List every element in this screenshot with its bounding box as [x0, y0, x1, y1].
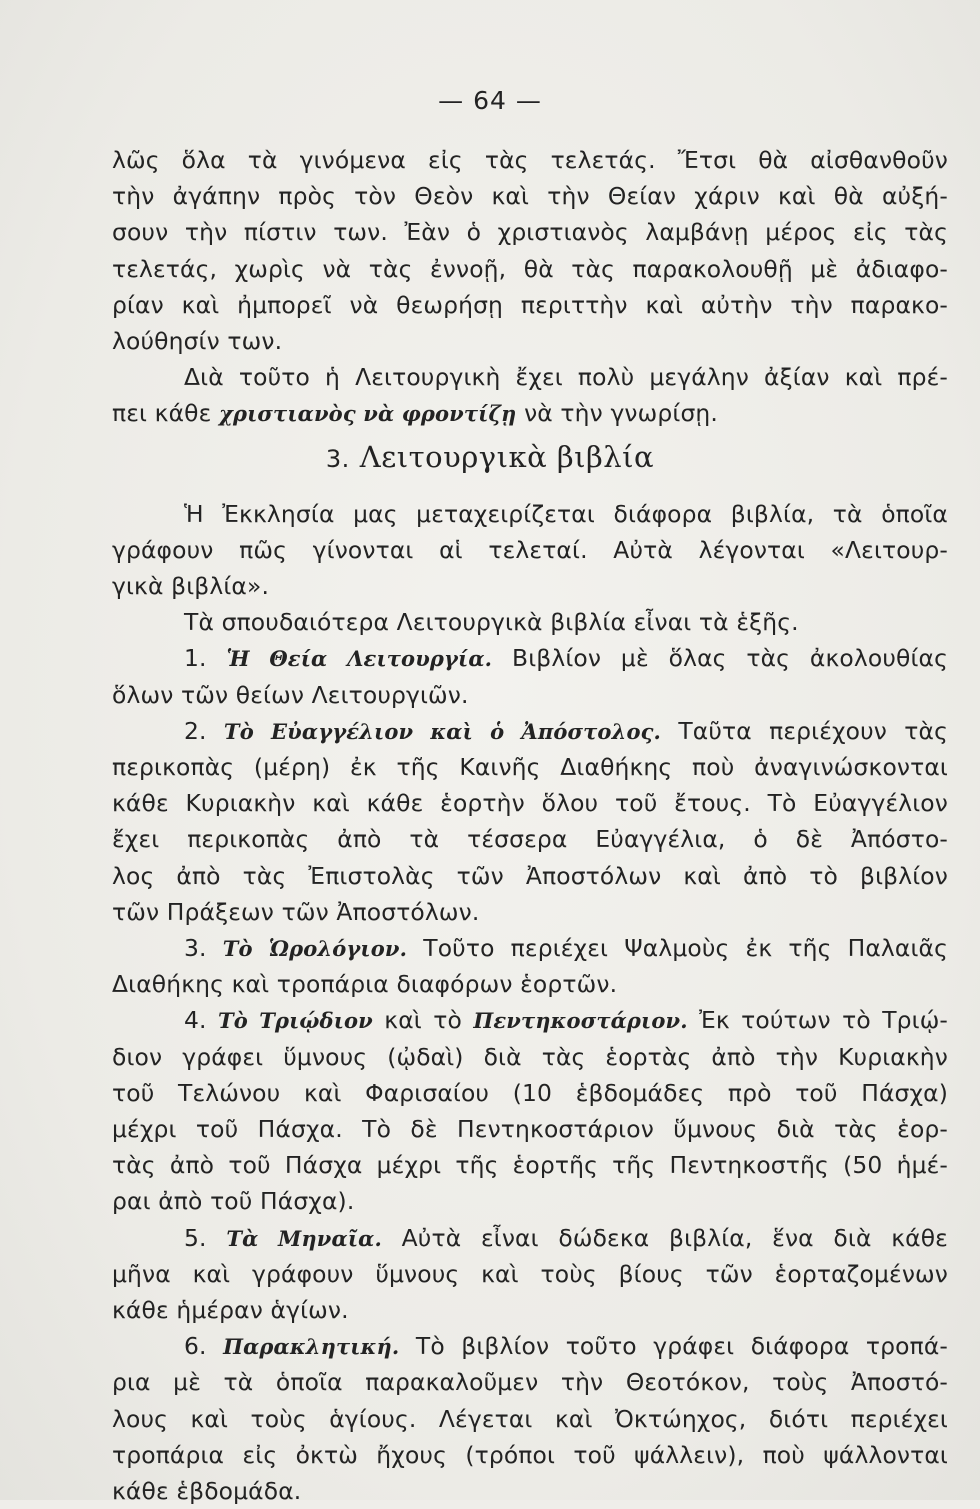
text-line: κάθε Κυριακὴν καὶ κάθε ἑορτὴν ὅλου τοῦ ἔτους. Τὸ Εὐαγγέλιον [112, 789, 948, 818]
list-item-line [112, 1002, 948, 1038]
text-line: λους καὶ τοὺς ἁγίους. Λέγεται καὶ Ὀκτώηχος, διότι περιέχει [112, 1404, 948, 1433]
text-line: τῶν Πράξεων τῶν Ἀποστόλων. [112, 897, 480, 926]
item-title: Τὸ Εὐαγγέλιον καὶ ὁ Ἀπόστολος. [223, 718, 662, 744]
list-item-line [112, 930, 948, 966]
text-line: σουν τὴν πίστιν των. Ἐὰν ὁ χριστιανὸς λαμβάνῃ μέρος εἰς τὰς [112, 218, 948, 247]
item-number: 5. [184, 1223, 207, 1252]
section-title: Λειτουργικὰ βιβλία [359, 439, 655, 474]
list-item-line [112, 713, 948, 749]
emphasis-text: χριστιανὸς νὰ φροντίζῃ [219, 401, 517, 427]
item-number: 3. [184, 934, 207, 962]
text-segment: πει κάθε [112, 399, 212, 428]
text-line: περικοπὰς (μέρη) ἐκ τῆς Καινῆς Διαθήκης ποὺ ἀναγινώσκονται [112, 753, 948, 781]
item-number: 1. [184, 644, 207, 673]
text-segment: Βιβλίον μὲ ὅλας τὰς ἀκολουθίας [512, 644, 948, 673]
text-line: λος ἀπὸ τὰς Ἐπιστολὰς τῶν Ἀποστόλων καὶ ἀπὸ τὸ βιβλίον [112, 861, 948, 890]
text-line: τροπάρια εἰς ὀκτὼ ἤχους (τρόποι τοῦ ψάλλειν), ποὺ ψάλλονται [112, 1440, 948, 1469]
item-number: 2. [184, 716, 207, 745]
text-segment: Ἐκ τούτων τὸ Τριῴ- [699, 1006, 949, 1035]
text-line: γράφουν πῶς γίνονται αἱ τελεταί. Αὐτὰ λέγονται «Λειτουρ- [112, 535, 948, 564]
text-line: ὅλων τῶν θείων Λειτουργιῶν. [112, 680, 469, 709]
text-line: κάθε ἑβδομάδα. [112, 1477, 302, 1505]
text-line: διον γράφει ὕμνους (ᾠδαὶ) διὰ τὰς ἑορτὰς ἀπὸ τὴν Κυριακὴν [112, 1042, 948, 1071]
text-line: Ἡ Ἐκκλησία μας μεταχειρίζεται διάφορα βιβλία, τὰ ὁποῖα [184, 499, 948, 528]
text-line: ἔχει περικοπὰς ἀπὸ τὰ τέσσερα Εὐαγγέλια, ὁ δὲ Ἀπόστο- [112, 825, 948, 854]
text-line: μέχρι τοῦ Πάσχα. Τὸ δὲ Πεντηκοστάριον ὕμνους διὰ τὰς ἑορ- [112, 1115, 948, 1143]
text-line: γικὰ βιβλία». [112, 572, 270, 600]
text-line: Διαθήκης καὶ τροπάρια διαφόρων ἑορτῶν. [112, 970, 618, 999]
page-number: — 64 — [438, 86, 542, 115]
text-line: λούθησίν των. [112, 327, 283, 355]
text-line: μῆνα καὶ γράφουν ὕμνους καὶ τοὺς βίους τῶν ἑορταζομένων [112, 1259, 948, 1288]
item-title: Παρακλητική. [223, 1334, 400, 1360]
text-line: ραι ἀπὸ τοῦ Πάσχα). [112, 1187, 355, 1216]
item-title: Πεντηκοστάριον. [473, 1008, 688, 1034]
text-line: τοῦ Τελώνου καὶ Φαρισαίου (10 ἑβδομάδες πρὸ τοῦ Πάσχα) [112, 1078, 948, 1107]
item-title: Τὰ Μηναῖα. [226, 1225, 382, 1251]
list-item-line [112, 640, 948, 676]
text-segment: Ταῦτα περιέχουν τὰς [678, 716, 948, 745]
text-segment: Τὸ βιβλίον τοῦτο γράφει διάφορα τροπά- [415, 1332, 948, 1361]
item-title: Τὸ Ὡρολόγιον. [222, 936, 408, 961]
item-title: Τὸ Τριῴδιον [218, 1008, 373, 1034]
text-line: ρίαν καὶ ἠμπορεῖ νὰ θεωρήσῃ περιττὴν καὶ αὐτὴν τὴν παρακο- [112, 290, 948, 319]
text-line: λῶς ὅλα τὰ γινόμενα εἰς τὰς τελετάς. Ἔτσι θὰ αἰσθανθοῦν [112, 146, 948, 174]
text-line: Τὰ σπουδαιότερα Λειτουργικὰ βιβλία εἶναι τὰ ἑξῆς. [184, 608, 799, 637]
item-number: 4. [184, 1006, 207, 1035]
item-number: 6. [184, 1332, 207, 1361]
text-line: τὴν ἀγάπην πρὸς τὸν Θεὸν καὶ τὴν Θείαν χάριν καὶ θὰ αὐξή- [112, 182, 948, 211]
text-segment: Αὐτὰ εἶναι δώδεκα βιβλία, ἕνα διὰ κάθε [401, 1223, 948, 1252]
text-segment: καὶ τὸ [384, 1006, 462, 1035]
text-line: Διὰ τοῦτο ἡ Λειτουργικὴ ἔχει πολὺ μεγάλην ἀξίαν καὶ πρέ- [184, 363, 948, 392]
list-item-line [112, 1328, 948, 1364]
item-title: Ἡ Θεία Λειτουργία. [226, 646, 493, 672]
text-line: κάθε ἡμέραν ἁγίων. [112, 1296, 349, 1324]
text-line: τὰς ἀπὸ τοῦ Πάσχα μέχρι τῆς ἑορτῆς τῆς Πεντηκοστῆς (50 ἡμέ- [112, 1151, 948, 1180]
list-item-line [112, 1220, 948, 1256]
text-line [112, 395, 948, 431]
text-line: τελετάς, χωρὶς νὰ τὰς ἐννοῇ, θὰ τὰς παρακολουθῇ μὲ ἀδιαφο- [112, 254, 948, 283]
text-line: ρια μὲ τὰ ὁποῖα παρακαλοῦμεν τὴν Θεοτόκον, τοὺς Ἀποστό- [112, 1368, 948, 1397]
section-heading [0, 440, 980, 474]
text-segment: νὰ τὴν γνωρίσῃ. [524, 399, 718, 428]
text-segment: Τοῦτο περιέχει Ψαλμοὺς ἐκ τῆς Παλαιᾶς [423, 934, 949, 962]
section-number: 3. [325, 444, 350, 473]
